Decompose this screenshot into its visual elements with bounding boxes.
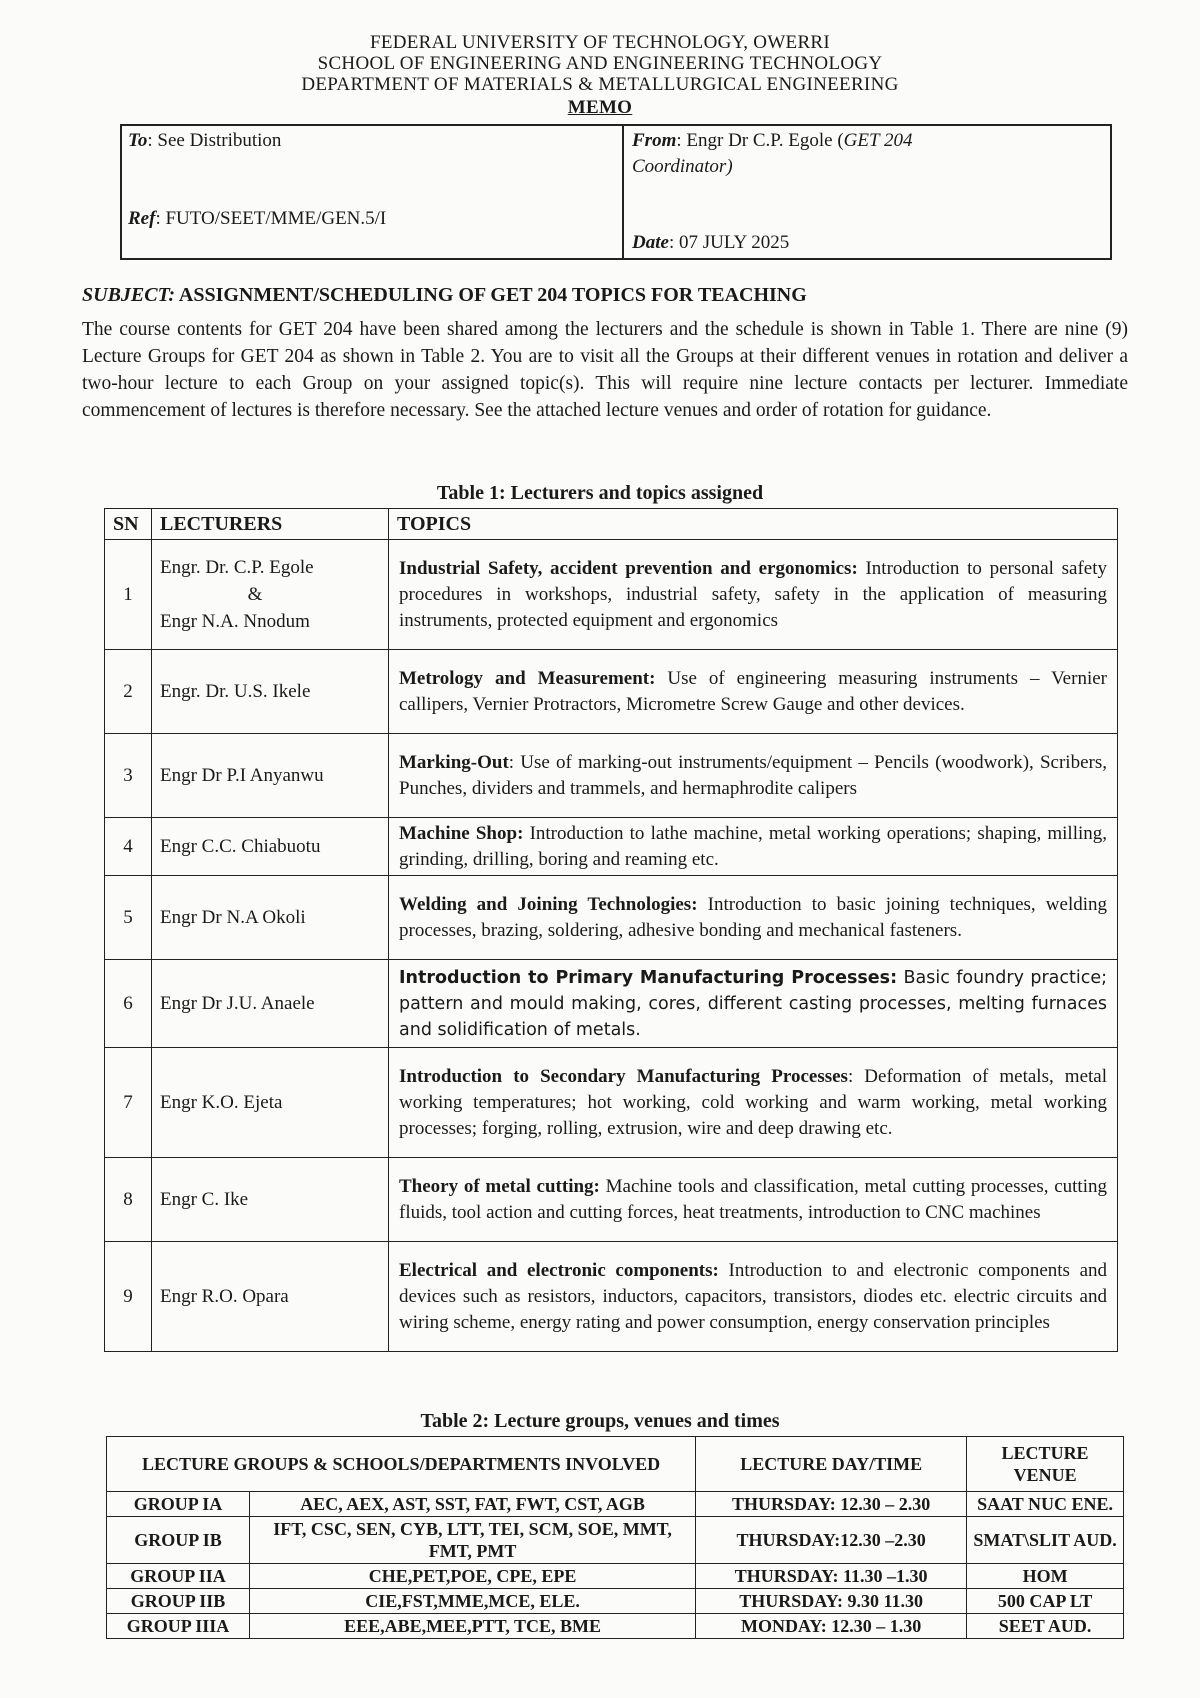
- table-header-row: [105, 509, 1118, 540]
- venue-cell: 500 CAP LT: [967, 1589, 1124, 1614]
- lecturer-cell: Engr C. Ike: [152, 1158, 389, 1242]
- venue-cell: HOM: [967, 1564, 1124, 1589]
- column-header: LECTURERS: [152, 509, 389, 540]
- lecturer-cell: Engr Dr P.I Anyanwu: [152, 734, 389, 818]
- subject-line: SUBJECT: ASSIGNMENT/SCHEDULING OF GET 204 TOPICS FOR TEACHING: [82, 284, 807, 306]
- ref-field: Ref: FUTO/SEET/MME/GEN.5/I: [128, 208, 387, 229]
- time-cell: THURSDAY: 12.30 – 2.30: [696, 1492, 967, 1517]
- time-cell: THURSDAY: 9.30 11.30: [696, 1589, 967, 1614]
- departments-cell: AEC, AEX, AST, SST, FAT, FWT, CST, AGB: [250, 1492, 696, 1517]
- column-header: LECTURE DAY/TIME: [696, 1437, 967, 1492]
- group-cell: GROUP IIA: [107, 1564, 250, 1589]
- venue-cell: SAAT NUC ENE.: [967, 1492, 1124, 1517]
- column-header: LECTURE VENUE: [967, 1437, 1124, 1492]
- column-header: SN: [105, 509, 152, 540]
- table-row: [107, 1564, 1124, 1589]
- topic-cell: Introduction to Primary Manufacturing Processes: Basic foundry practice; pattern and mould making, cores, different casting processes, melting furnaces and solidification of metals.: [389, 960, 1118, 1048]
- departments-cell: IFT, CSC, SEN, CYB, LTT, TEI, SCM, SOE, MMT, FMT, PMT: [250, 1517, 696, 1564]
- group-cell: GROUP IB: [107, 1517, 250, 1564]
- topic-cell: Industrial Safety, accident prevention and ergonomics: Introduction to personal safety procedures in workshops, industrial safety, safety in the application of measuring instruments, protected equipment and ergonomics: [389, 540, 1118, 650]
- lecturer-cell: Engr Dr J.U. Anaele: [152, 960, 389, 1048]
- departments-cell: CIE,FST,MME,MCE, ELE.: [250, 1589, 696, 1614]
- to-field: To: See Distribution: [128, 130, 282, 151]
- lecturer-cell: Engr Dr N.A Okoli: [152, 876, 389, 960]
- sn-cell: 4: [105, 818, 152, 876]
- table-header-row: [107, 1437, 1124, 1492]
- lecturer-cell: Engr R.O. Opara: [152, 1242, 389, 1352]
- topic-cell: Electrical and electronic components: Introduction to and electronic components and devices such as resistors, inductors, capacitors, transistors, diodes etc. electric circuits and wiring scheme, energy rating and power consumption, energy conservation principles: [389, 1242, 1118, 1352]
- sn-cell: 1: [105, 540, 152, 650]
- topic-cell: Metrology and Measurement: Use of engineering measuring instruments – Vernier callipers, Vernier Protractors, Micrometre Screw Gauge and other devices.: [389, 650, 1118, 734]
- sn-cell: 7: [105, 1048, 152, 1158]
- lecturer-cell: Engr. Dr. C.P. Egole & Engr N.A. Nnodum: [152, 540, 389, 650]
- table-row: [105, 650, 1118, 734]
- date-field: Date: 07 JULY 2025: [632, 232, 790, 253]
- memo-header-box: [120, 124, 1112, 260]
- table-row: [105, 818, 1118, 876]
- group-cell: GROUP IIB: [107, 1589, 250, 1614]
- from-field: From: Engr Dr C.P. Egole (GET 204 Coordinator): [632, 130, 913, 177]
- lecturers-topics-table: [104, 508, 1118, 1352]
- sn-cell: 8: [105, 1158, 152, 1242]
- time-cell: MONDAY: 12.30 – 1.30: [696, 1614, 967, 1639]
- topic-cell: Welding and Joining Technologies: Introduction to basic joining techniques, welding processes, brazing, soldering, adhesive bonding and mechanical fasteners.: [389, 876, 1118, 960]
- topic-cell: Theory of metal cutting: Machine tools and classification, metal cutting processes, cutting fluids, tool action and cutting forces, heat treatments, introduction to CNC machines: [389, 1158, 1118, 1242]
- lecturer-cell: Engr. Dr. U.S. Ikele: [152, 650, 389, 734]
- lecture-groups-table: [106, 1436, 1124, 1639]
- column-header: TOPICS: [389, 509, 1118, 540]
- lecturer-cell: Engr C.C. Chiabuotu: [152, 818, 389, 876]
- table-row: [105, 540, 1118, 650]
- university-name: FEDERAL UNIVERSITY OF TECHNOLOGY, OWERRI: [369, 32, 831, 53]
- table-row: [105, 960, 1118, 1048]
- department-name: DEPARTMENT OF MATERIALS & METALLURGICAL ENGINEERING: [301, 74, 899, 95]
- table2-caption: Table 2: Lecture groups, venues and times: [420, 1410, 780, 1432]
- table-row: [105, 1242, 1118, 1352]
- venue-cell: SMAT\SLIT AUD.: [967, 1517, 1124, 1564]
- table-row: [107, 1517, 1124, 1564]
- departments-cell: CHE,PET,POE, CPE, EPE: [250, 1564, 696, 1589]
- time-cell: THURSDAY: 11.30 –1.30: [696, 1564, 967, 1589]
- topic-cell: Marking-Out: Use of marking-out instruments/equipment – Pencils (woodwork), Scribers, Punches, dividers and trammels, and hermaphrodite calipers: [389, 734, 1118, 818]
- sn-cell: 3: [105, 734, 152, 818]
- memo-title: MEMO: [567, 97, 633, 118]
- table-row: [107, 1492, 1124, 1517]
- group-cell: GROUP IA: [107, 1492, 250, 1517]
- group-cell: GROUP IIIA: [107, 1614, 250, 1639]
- table-row: [107, 1614, 1124, 1639]
- sn-cell: 9: [105, 1242, 152, 1352]
- table-row: [107, 1589, 1124, 1614]
- column-header: LECTURE GROUPS & SCHOOLS/DEPARTMENTS INVOLVED: [107, 1437, 696, 1492]
- departments-cell: EEE,ABE,MEE,PTT, TCE, BME: [250, 1614, 696, 1639]
- table-row: [105, 1158, 1118, 1242]
- time-cell: THURSDAY:12.30 –2.30: [696, 1517, 967, 1564]
- memo-body: The course contents for GET 204 have been shared among the lecturers and the schedule is shown in Table 1. There are nine (9) Lecture Groups for GET 204 as shown in Table 2. You are to visit all the Groups at their different venues in rotation and deliver a two-hour lecture to each Group on your assigned topic(s). This will require nine lecture contacts per lecturer. Immediate commencement of lectures is therefore necessary. See the attached lecture venues and order of rotation for guidance.: [82, 319, 1128, 421]
- table1-caption: Table 1: Lecturers and topics assigned: [436, 482, 764, 504]
- sn-cell: 6: [105, 960, 152, 1048]
- lecturer-cell: Engr K.O. Ejeta: [152, 1048, 389, 1158]
- table-row: [105, 734, 1118, 818]
- venue-cell: SEET AUD.: [967, 1614, 1124, 1639]
- school-name: SCHOOL OF ENGINEERING AND ENGINEERING TECHNOLOGY: [317, 53, 883, 74]
- table-row: [105, 1048, 1118, 1158]
- sn-cell: 2: [105, 650, 152, 734]
- sn-cell: 5: [105, 876, 152, 960]
- table-row: [105, 876, 1118, 960]
- topic-cell: Introduction to Secondary Manufacturing Processes: Deformation of metals, metal working temperatures; hot working, cold working and warm working, metal working processes; forging, rolling, extrusion, wire and deep drawing etc.: [389, 1048, 1118, 1158]
- topic-cell: Machine Shop: Introduction to lathe machine, metal working operations; shaping, milling, grinding, drilling, boring and reaming etc.: [389, 818, 1118, 876]
